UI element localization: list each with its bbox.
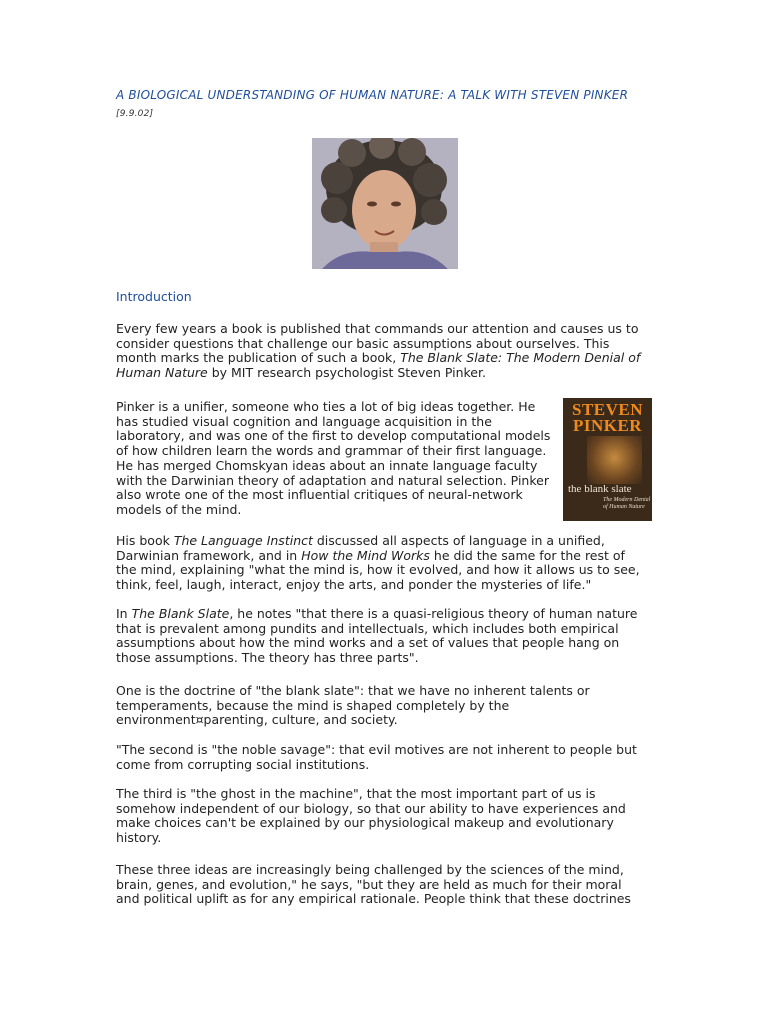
paragraph-3-text-c: discussed all aspects of language in a unified, Darwinian framework, and in	[116, 533, 605, 563]
article-title-text: A BIOLOGICAL UNDERSTANDING OF HUMAN NATURE: A TALK WITH STEVEN PINKER	[116, 88, 629, 102]
paragraph-7: The third is "the ghost in the machine", that the most important part of us is somehow independent of our biology, so that our ability to have experiences and make choices can't be explained by our physiological makeup and evolutionary history.	[116, 786, 626, 846]
paragraph-1-book-title: The Blank Slate: The Modern Denial of Human Nature	[116, 350, 641, 381]
paragraph-5: One is the doctrine of "the blank slate": that we have no inherent talents or temperaments, because the mind is shaped completely by the environment¤parenting, culture, and society.	[116, 683, 590, 728]
paragraph-2: Pinker is a unifier, someone who ties a lot of big ideas together. He has studied visual cognition and language acquisition in the laboratory, and was one of the first to develop computational models of how children learn the words and grammar of their first language. He has merged Chomskyan ideas about an innate language faculty with the Darwinian theory of adaptation and natural selection. Pinker also wrote one of the most influential critiques of neural-network models of the mind.	[116, 399, 551, 517]
book-cover-subtitle: The Modern Denial of Human Nature	[603, 497, 651, 510]
section-heading-introduction: Introduction	[116, 289, 192, 304]
paragraph-4-text-a: In	[116, 606, 132, 621]
book-cover-title: the blank slate	[568, 483, 632, 495]
paragraph-6: "The second is "the noble savage": that evil motives are not inherent to people but come from corrupting social institutions.	[116, 742, 637, 772]
paragraph-3-text-e: he did the same for the rest of the mind, explaining "what the mind is, how it evolved, and how it allows us to see, think, feel, laugh, interact, enjoy the arts, and ponder the mysteries of life."	[116, 547, 640, 593]
book-cover-artwork	[587, 436, 642, 484]
paragraph-1-text-a: Every few years a book is published that commands our attention and causes us to consider questions that challenge our basic assumptions about ourselves. This month marks the publication of such a book,	[116, 321, 639, 366]
paragraph-1-text-c: by MIT research psychologist Steven Pinker.	[207, 365, 486, 381]
paragraph-3-text-a: His book	[116, 533, 174, 548]
paragraph-4	[116, 607, 646, 666]
article-date: [9.9.02]	[116, 109, 154, 119]
book-cover-author: STEVEN PINKER	[571, 400, 644, 435]
paragraph-4-book-title: The Blank Slate	[131, 606, 230, 621]
paragraph-3	[116, 534, 646, 593]
author-portrait	[312, 138, 458, 269]
book-cover	[563, 398, 652, 521]
paragraph-3-book-title-1: The Language Instinct	[173, 533, 313, 548]
paragraph-3-book-title-2: How the Mind Works	[301, 547, 430, 563]
article-title	[116, 87, 636, 123]
paragraph-4-text-c: , he notes "that there is a quasi-religious theory of human nature that is prevalent among pundits and intellectuals, which includes both empirical assumptions about how the mind works and a set of values that people hang on those assumptions. The theory has three parts".	[116, 606, 638, 666]
author-portrait-image	[312, 138, 458, 269]
paragraph-1	[116, 322, 646, 381]
paragraph-8: These three ideas are increasingly being challenged by the sciences of the mind, brain, genes, and evolution," he says, "but they are held as much for their moral and political uplift as for any empirical rationale. People think that these doctrines	[116, 862, 631, 907]
